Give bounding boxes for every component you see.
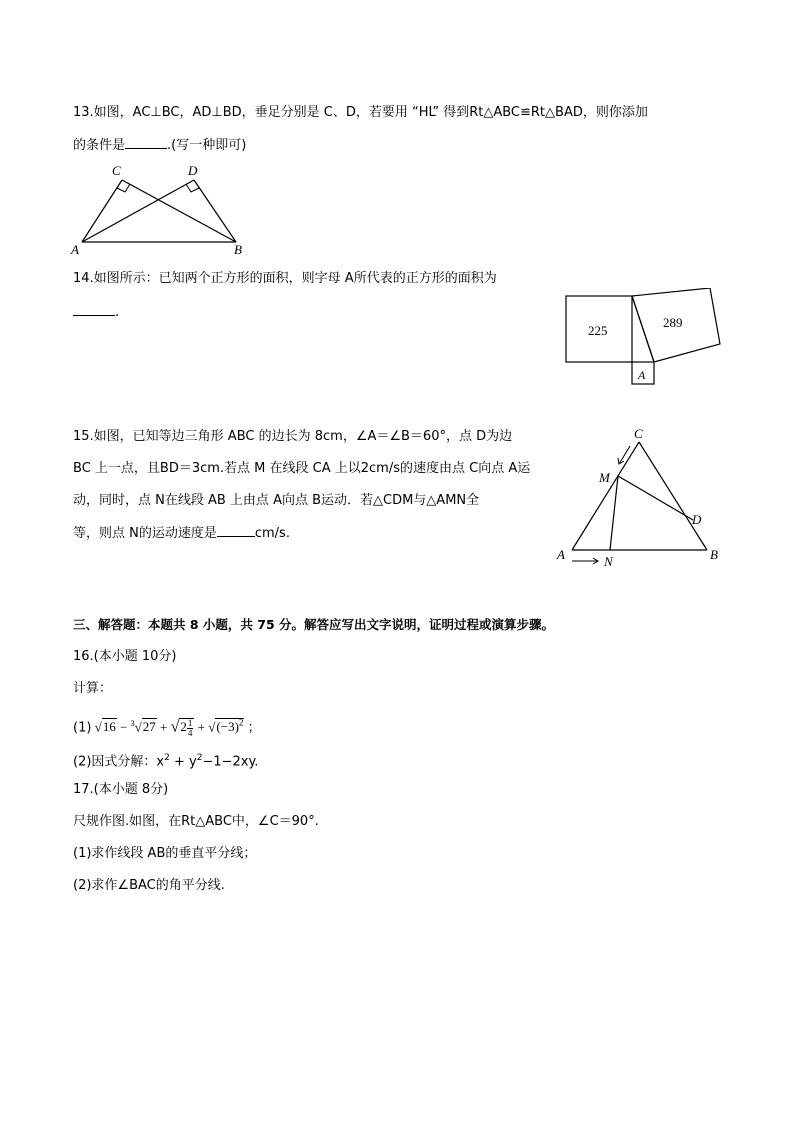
q17-line1: 尺规作图.如图，在Rt△ABC中，∠C＝90°. — [73, 814, 319, 829]
q15-label-a: A — [557, 547, 565, 562]
q14-answer-blank[interactable] — [73, 303, 115, 316]
q15-line1: 15.如图，已知等边三角形 ABC 的边长为 8cm，∠A＝∠B＝60°，点 D为边 — [73, 429, 513, 444]
q15-line4 — [73, 524, 290, 543]
q16-neg3-exp: 2 — [238, 718, 244, 728]
section3-heading: 三、解答题：本题共 8 小题，共 75 分。解答应写出文字说明，证明过程或演算步骤。 — [73, 617, 555, 632]
q16-mixed-num: 1 — [187, 717, 193, 728]
q14-line1: 14.如图所示：已知两个正方形的面积，则字母 A所代表的正方形的面积为 — [73, 271, 497, 286]
q15-segment-md — [618, 476, 693, 520]
q16-p2-a: (2)因式分解：x — [73, 754, 165, 770]
q13-line2-start: 的条件是 — [73, 138, 126, 153]
q16-part2 — [73, 749, 258, 771]
q15-label-b: B — [710, 547, 718, 562]
q16-p2-c: −1−2xy. — [202, 754, 259, 770]
sqrt-symbol: √ — [208, 719, 216, 735]
q15-label-n: N — [604, 554, 613, 569]
q14-line2 — [73, 303, 119, 322]
q15-label-m: M — [599, 470, 610, 485]
q15-line3: 动，同时，点 N在线段 AB 上由点 A向点 B运动．若△CDM与△AMN全 — [73, 493, 480, 508]
square-289-label: 289 — [663, 315, 683, 330]
q15-label-c: C — [634, 426, 643, 441]
q15-line4-start: 等，则点 N的运动速度是 — [73, 526, 217, 541]
q16-part1-prefix: (1) — [73, 720, 92, 736]
q15-segment-cb — [639, 442, 707, 550]
q13-label-c: C — [112, 163, 121, 178]
q16-p2-exp2: 2 — [196, 753, 203, 763]
square-a-label: A — [638, 368, 646, 382]
q13-label-d: D — [188, 163, 198, 178]
q16-sqrt16: 16 — [102, 719, 116, 735]
q16-mixed-whole: 2 — [180, 719, 187, 735]
q14-line2-end: . — [115, 305, 120, 320]
q15-answer-blank[interactable] — [217, 524, 255, 537]
sqrt-symbol: √ — [170, 718, 180, 736]
q16-cbrt-index: 3 — [130, 719, 135, 728]
q17-line2: (1)求作线段 AB的垂直平分线； — [73, 846, 257, 861]
q17-line3: (2)求作∠BAC的角平分线. — [73, 878, 225, 893]
q16-sqrt-mixed — [179, 717, 194, 738]
q13-line2-end: .(写一种即可) — [167, 138, 247, 153]
sqrt-symbol: √ — [94, 719, 102, 735]
q13-label-b: B — [234, 242, 242, 257]
q16-title: 16.(本小题 10分) — [73, 649, 177, 664]
q16-sqrt-neg3sq — [215, 718, 244, 734]
q13-label-a: A — [71, 242, 79, 257]
q17-title: 17.(本小题 8分) — [73, 782, 169, 797]
q16-part1 — [73, 712, 261, 739]
q16-minus: − — [120, 719, 128, 735]
q16-neg3: (−3) — [216, 719, 239, 735]
q15-arrow-cm — [619, 446, 630, 464]
q13-segment-db — [194, 180, 236, 242]
q15-line2: BC 上一点，且BD＝3cm.若点 M 在线段 CA 上以2cm/s的速度由点 C向点 A运 — [73, 461, 531, 476]
q16-part1-end: ； — [247, 720, 261, 736]
q16-p2-exp1: 2 — [164, 753, 170, 763]
right-triangle-hyp — [632, 296, 654, 362]
q15-line4-end: cm/s. — [254, 526, 290, 541]
q13-line1: 13.如图，AC⊥BC，AD⊥BD，垂足分别是 C、D，若要用 “HL” 得到Rt△ABC≌Rt△BAD，则你添加 — [73, 105, 648, 120]
q16-plus2: + — [197, 719, 206, 735]
q16-plus1: + — [160, 719, 168, 735]
q13-line2 — [73, 136, 246, 155]
q15-figure — [552, 424, 728, 572]
q14-figure — [560, 288, 730, 390]
q15-segment-ac — [572, 442, 639, 550]
q13-segment-ac — [82, 180, 122, 242]
q13-figure — [68, 160, 258, 260]
q16-cbrt27: 27 — [142, 719, 156, 735]
square-225-label: 225 — [588, 323, 608, 338]
sqrt-symbol: √ — [134, 719, 142, 735]
q16-mixed-fraction — [187, 719, 194, 738]
q15-label-d: D — [692, 512, 702, 527]
q13-answer-blank[interactable] — [125, 136, 167, 149]
q16-p2-b: + y — [169, 754, 197, 770]
q16-mixed-den: 4 — [187, 727, 193, 738]
q16-intro: 计算： — [73, 681, 113, 696]
